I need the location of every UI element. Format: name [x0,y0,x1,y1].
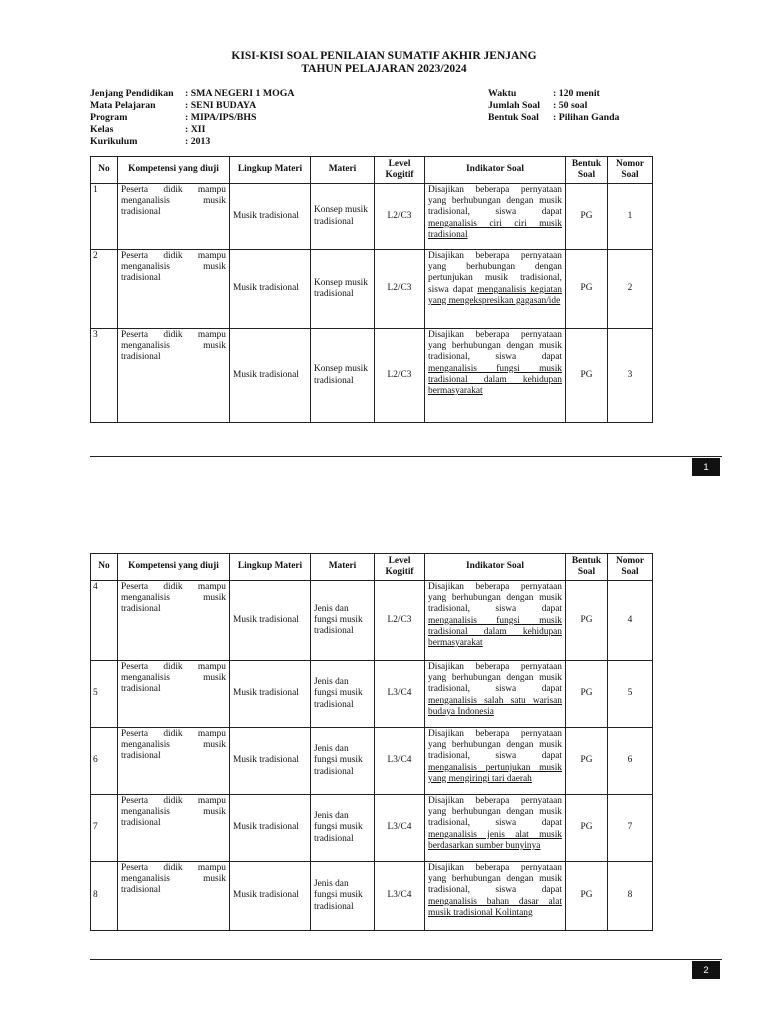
cell-nomor: 6 [608,728,653,795]
cell-no: 2 [91,250,118,329]
table-row [91,250,653,329]
cell-no: 8 [91,862,118,931]
header-bentuk [566,554,608,581]
cell-indikator [425,795,566,862]
header-lingkup: Lingkup Materi [230,554,311,581]
header-level [375,157,425,184]
table-row [91,329,653,423]
meta-value: : Pilihan Ganda [553,112,620,123]
cell-kompetensi: Peserta didik mampu menganalisis musik tradisional [118,795,230,862]
cell-kompetensi: Peserta didik mampu menganalisis musik tradisional [118,250,230,329]
cell-indikator [425,581,566,661]
cell-level: L2/C3 [375,329,425,423]
cell-lingkup: Musik tradisional [230,728,311,795]
cell-bentuk: PG [566,184,608,250]
cell-bentuk: PG [566,728,608,795]
meta-row [90,124,294,136]
cell-no: 6 [91,728,118,795]
indikator-underlined-text: menganalisis fungsi musik tradisional dalam kehidupan bermasyarakat [428,363,562,397]
table-row [91,728,653,795]
cell-indikator [425,862,566,931]
header-nomor-line-2: Soal [621,567,639,577]
indikator-text: Disajikan beberapa pernyataan yang berhubungan dengan musik tradisional, siswa dapat [428,582,562,615]
indikator-text: Disajikan beberapa pernyataan yang berhubungan dengan musik tradisional, siswa dapat [428,185,562,218]
meta-label: Jenjang Pendidikan [90,88,174,99]
header-indikator: Indikator Soal [425,554,566,581]
header-nomor-line-1: Nomor [615,158,645,169]
header-materi: Materi [311,157,375,184]
meta-label: Waktu [488,88,517,99]
meta-row [90,136,294,148]
header-kompetensi: Kompetensi yang diuji [118,554,230,581]
meta-label: Kelas [90,124,114,135]
table-row [91,661,653,728]
meta-row [90,88,294,100]
table-header-row [91,554,653,581]
header-level-line-2: Kogitif [385,567,414,577]
kisi-kisi-table-page-2 [90,553,653,931]
cell-indikator [425,329,566,423]
header-nomor-line-2: Soal [621,170,639,180]
meta-right-block [488,88,619,124]
cell-materi: Jenis dan fungsi musik tradisional [311,581,375,661]
header-bentuk-line-2: Soal [577,567,596,577]
header-indikator: Indikator Soal [425,157,566,184]
cell-nomor: 1 [608,184,653,250]
cell-indikator [425,250,566,329]
page-footer-rule [90,959,722,960]
page-number-badge: 1 [692,458,720,476]
indikator-underlined-text: menganalisis fungsi musik tradisional dalam kehidupan bermasyarakat [428,615,562,649]
meta-value: : MIPA/IPS/BHS [185,112,257,123]
cell-level: L3/C4 [375,795,425,862]
table-row [91,581,653,661]
cell-nomor: 3 [608,329,653,423]
indikator-underlined-text: menganalisis bahan dasar alat musik tradisional Kolintang [428,896,562,918]
cell-bentuk: PG [566,250,608,329]
cell-lingkup: Musik tradisional [230,661,311,728]
header-no: No [91,157,118,184]
cell-kompetensi: Peserta didik mampu menganalisis musik tradisional [118,329,230,423]
header-nomor [608,554,653,581]
cell-bentuk: PG [566,581,608,661]
indikator-text: Disajikan beberapa pernyataan yang berhubungan dengan pertunjukan musik tradisional, siswa dapat [428,251,562,295]
cell-lingkup: Musik tradisional [230,329,311,423]
header-level-line-2: Kogitif [385,170,414,180]
cell-level: L3/C4 [375,862,425,931]
cell-materi: Konsep musik tradisional [311,250,375,329]
cell-bentuk: PG [566,862,608,931]
indikator-text: Disajikan beberapa pernyataan yang berhubungan dengan musik tradisional, siswa dapat [428,796,562,829]
cell-no: 7 [91,795,118,862]
indikator-underlined-text: menganalisis jenis alat musik berdasarkan sumber bunyinya [428,829,562,851]
cell-nomor: 4 [608,581,653,661]
header-bentuk-line-2: Soal [577,170,596,180]
cell-indikator [425,661,566,728]
cell-materi: Jenis dan fungsi musik tradisional [311,795,375,862]
cell-no: 4 [91,581,118,661]
cell-bentuk: PG [566,795,608,862]
meta-value: : SENI BUDAYA [185,100,257,111]
cell-bentuk: PG [566,661,608,728]
meta-value: : 120 menit [553,88,600,99]
cell-indikator [425,184,566,250]
indikator-underlined-text: menganalisis salah satu warisan budaya Indonesia [428,695,562,717]
title-line-1: KISI-KISI SOAL PENILAIAN SUMATIF AKHIR JENJANG [231,50,537,62]
meta-label: Jumlah Soal [488,100,540,111]
meta-value: : XII [185,124,206,135]
cell-level: L3/C4 [375,728,425,795]
meta-value: : SMA NEGERI 1 MOGA [185,88,295,99]
header-bentuk [566,157,608,184]
meta-label: Bentuk Soal [488,112,539,123]
cell-nomor: 7 [608,795,653,862]
meta-value: : 50 soal [553,100,588,111]
cell-materi: Jenis dan fungsi musik tradisional [311,661,375,728]
indikator-underlined-text: menganalisis ciri ciri musik tradisional [428,218,562,240]
cell-lingkup: Musik tradisional [230,184,311,250]
cell-lingkup: Musik tradisional [230,862,311,931]
header-lingkup: Lingkup Materi [230,157,311,184]
cell-lingkup: Musik tradisional [230,795,311,862]
header-nomor [608,157,653,184]
indikator-underlined-text: menganalisis pertunjukan musik yang mengiringi tari daerah [428,762,562,784]
cell-kompetensi: Peserta didik mampu menganalisis musik tradisional [118,581,230,661]
cell-materi: Konsep musik tradisional [311,329,375,423]
header-no: No [91,554,118,581]
cell-nomor: 2 [608,250,653,329]
cell-level: L2/C3 [375,250,425,329]
indikator-text: Disajikan beberapa pernyataan yang berhubungan dengan musik tradisional, siswa dapat [428,330,562,363]
cell-lingkup: Musik tradisional [230,581,311,661]
header-bentuk-line-1: Bentuk [571,158,602,169]
cell-level: L2/C3 [375,184,425,250]
meta-row [488,112,619,124]
cell-no: 3 [91,329,118,423]
cell-level: L3/C4 [375,661,425,728]
meta-row [90,112,294,124]
page-number-badge: 2 [692,961,720,979]
meta-row [90,100,294,112]
indikator-underlined-text: menganalisis kegiatan yang mengekspresikan gagasan/ide [428,284,562,306]
header-kompetensi: Kompetensi yang diuji [118,157,230,184]
cell-kompetensi: Peserta didik mampu menganalisis musik tradisional [118,728,230,795]
header-level-line-1: Level [388,555,411,566]
cell-kompetensi: Peserta didik mampu menganalisis musik tradisional [118,661,230,728]
cell-materi: Jenis dan fungsi musik tradisional [311,728,375,795]
header-materi: Materi [311,554,375,581]
table-header-row [91,157,653,184]
title-line-2: TAHUN PELAJARAN 2023/2024 [301,63,467,75]
header-nomor-line-1: Nomor [615,555,645,566]
header-level-line-1: Level [388,158,411,169]
cell-indikator [425,728,566,795]
meta-value: : 2013 [185,136,211,147]
indikator-text: Disajikan beberapa pernyataan yang berhubungan dengan musik tradisional, siswa dapat [428,662,562,695]
table-row [91,184,653,250]
meta-row [488,100,619,112]
cell-materi: Jenis dan fungsi musik tradisional [311,862,375,931]
meta-left-block [90,88,294,148]
cell-no: 1 [91,184,118,250]
meta-label: Program [90,112,128,123]
cell-nomor: 5 [608,661,653,728]
cell-materi: Konsep musik tradisional [311,184,375,250]
header-level [375,554,425,581]
cell-level: L2/C3 [375,581,425,661]
cell-kompetensi: Peserta didik mampu menganalisis musik tradisional [118,184,230,250]
meta-label: Kurikulum [90,136,138,147]
cell-kompetensi: Peserta didik mampu menganalisis musik tradisional [118,862,230,931]
cell-bentuk: PG [566,329,608,423]
meta-label: Mata Pelajaran [90,100,156,111]
table-row [91,862,653,931]
indikator-text: Disajikan beberapa pernyataan yang berhubungan dengan musik tradisional, siswa dapat [428,863,562,896]
indikator-text: Disajikan beberapa pernyataan yang berhubungan dengan musik tradisional, siswa dapat [428,729,562,762]
cell-nomor: 8 [608,862,653,931]
document-title [0,50,768,76]
meta-row [488,88,619,100]
cell-lingkup: Musik tradisional [230,250,311,329]
cell-no: 5 [91,661,118,728]
kisi-kisi-table-page-1 [90,156,653,423]
table-row [91,795,653,862]
header-bentuk-line-1: Bentuk [571,555,602,566]
page-footer-rule [90,456,722,457]
